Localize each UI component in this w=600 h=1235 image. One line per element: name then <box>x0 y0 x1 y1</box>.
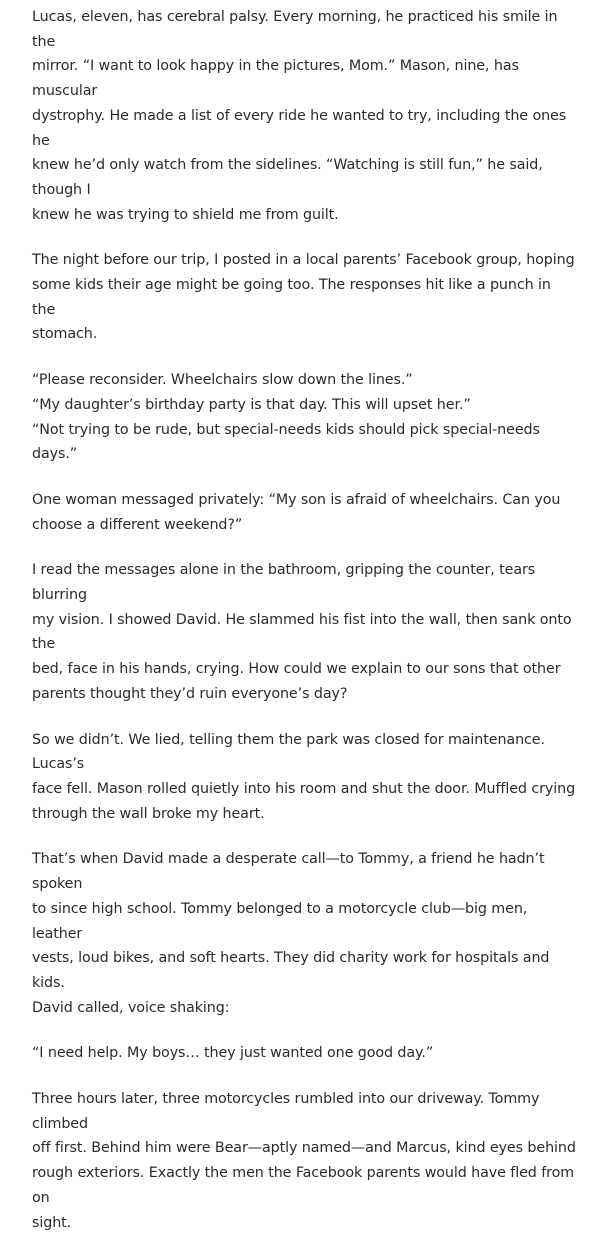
text-line: bed, face in his hands, crying. How could we explain to our sons that other <box>32 661 561 678</box>
text-line: rough exteriors. Exactly the men the Facebook parents would have fled from on <box>32 1165 575 1206</box>
text-line: off first. Behind him were Bear—aptly named—and Marcus, kind eyes behind <box>32 1140 576 1157</box>
paragraph <box>32 248 577 347</box>
text-line: Lucas, eleven, has cerebral palsy. Every morning, he practiced his smile in the <box>32 9 558 50</box>
text-line: some kids their age might be going too. The responses hit like a punch in the <box>32 277 551 318</box>
text-line: “Please reconsider. Wheelchairs slow down the lines.” <box>32 372 413 389</box>
text-line: knew he was trying to shield me from guilt. <box>32 206 339 223</box>
text-line: mirror. “I want to look happy in the pictures, Mom.” Mason, nine, has muscular <box>32 58 519 100</box>
text-line: That’s when David made a desperate call—to Tommy, a friend he hadn’t spoken <box>32 851 545 893</box>
text-line: One woman messaged privately: “My son is afraid of wheelchairs. Can you <box>32 491 561 508</box>
text-line: my vision. I showed David. He slammed his fist into the wall, then sank onto the <box>32 611 572 653</box>
text-line: So we didn’t. We lied, telling them the park was closed for maintenance. Lucas’s <box>32 731 545 773</box>
text-line: I read the messages alone in the bathroom, gripping the counter, tears blurring <box>32 562 536 604</box>
text-line: face fell. Mason rolled quietly into his room and shut the door. Muffled crying <box>32 780 576 797</box>
text-line: Three hours later, three motorcycles rumbled into our driveway. Tommy climbed <box>32 1091 540 1132</box>
paragraph <box>32 847 577 1020</box>
paragraph <box>32 368 577 467</box>
text-line: to since high school. Tommy belonged to a motorcycle club—big men, leather <box>32 900 528 942</box>
paragraph <box>32 558 577 706</box>
paragraph <box>32 5 577 227</box>
text-line: “Not trying to be rude, but special-needs kids should pick special-needs days.” <box>32 421 540 463</box>
text-line: parents thought they’d ruin everyone’s day? <box>32 685 348 702</box>
paragraph <box>32 488 577 537</box>
text-line: knew he’d only watch from the sidelines. “Watching is still fun,” he said, though I <box>32 157 543 198</box>
paragraph <box>32 1041 577 1066</box>
text-line: stomach. <box>32 326 98 343</box>
paragraph <box>32 728 577 827</box>
article-body <box>32 5 577 1235</box>
text-line: sight. <box>32 1214 72 1231</box>
paragraph <box>32 1087 577 1235</box>
text-line: “I need help. My boys… they just wanted one good day.” <box>32 1045 434 1062</box>
text-line: dystrophy. He made a list of every ride he wanted to try, including the ones he <box>32 107 567 149</box>
text-line: David called, voice shaking: <box>32 999 230 1016</box>
text-line: vests, loud bikes, and soft hearts. They did charity work for hospitals and kids. <box>32 950 550 991</box>
text-line: through the wall broke my heart. <box>32 805 265 822</box>
text-line: The night before our trip, I posted in a local parents’ Facebook group, hoping <box>32 252 575 269</box>
text-line: choose a different weekend?” <box>32 516 243 533</box>
text-line: “My daughter’s birthday party is that day. This will upset her.” <box>32 396 471 413</box>
